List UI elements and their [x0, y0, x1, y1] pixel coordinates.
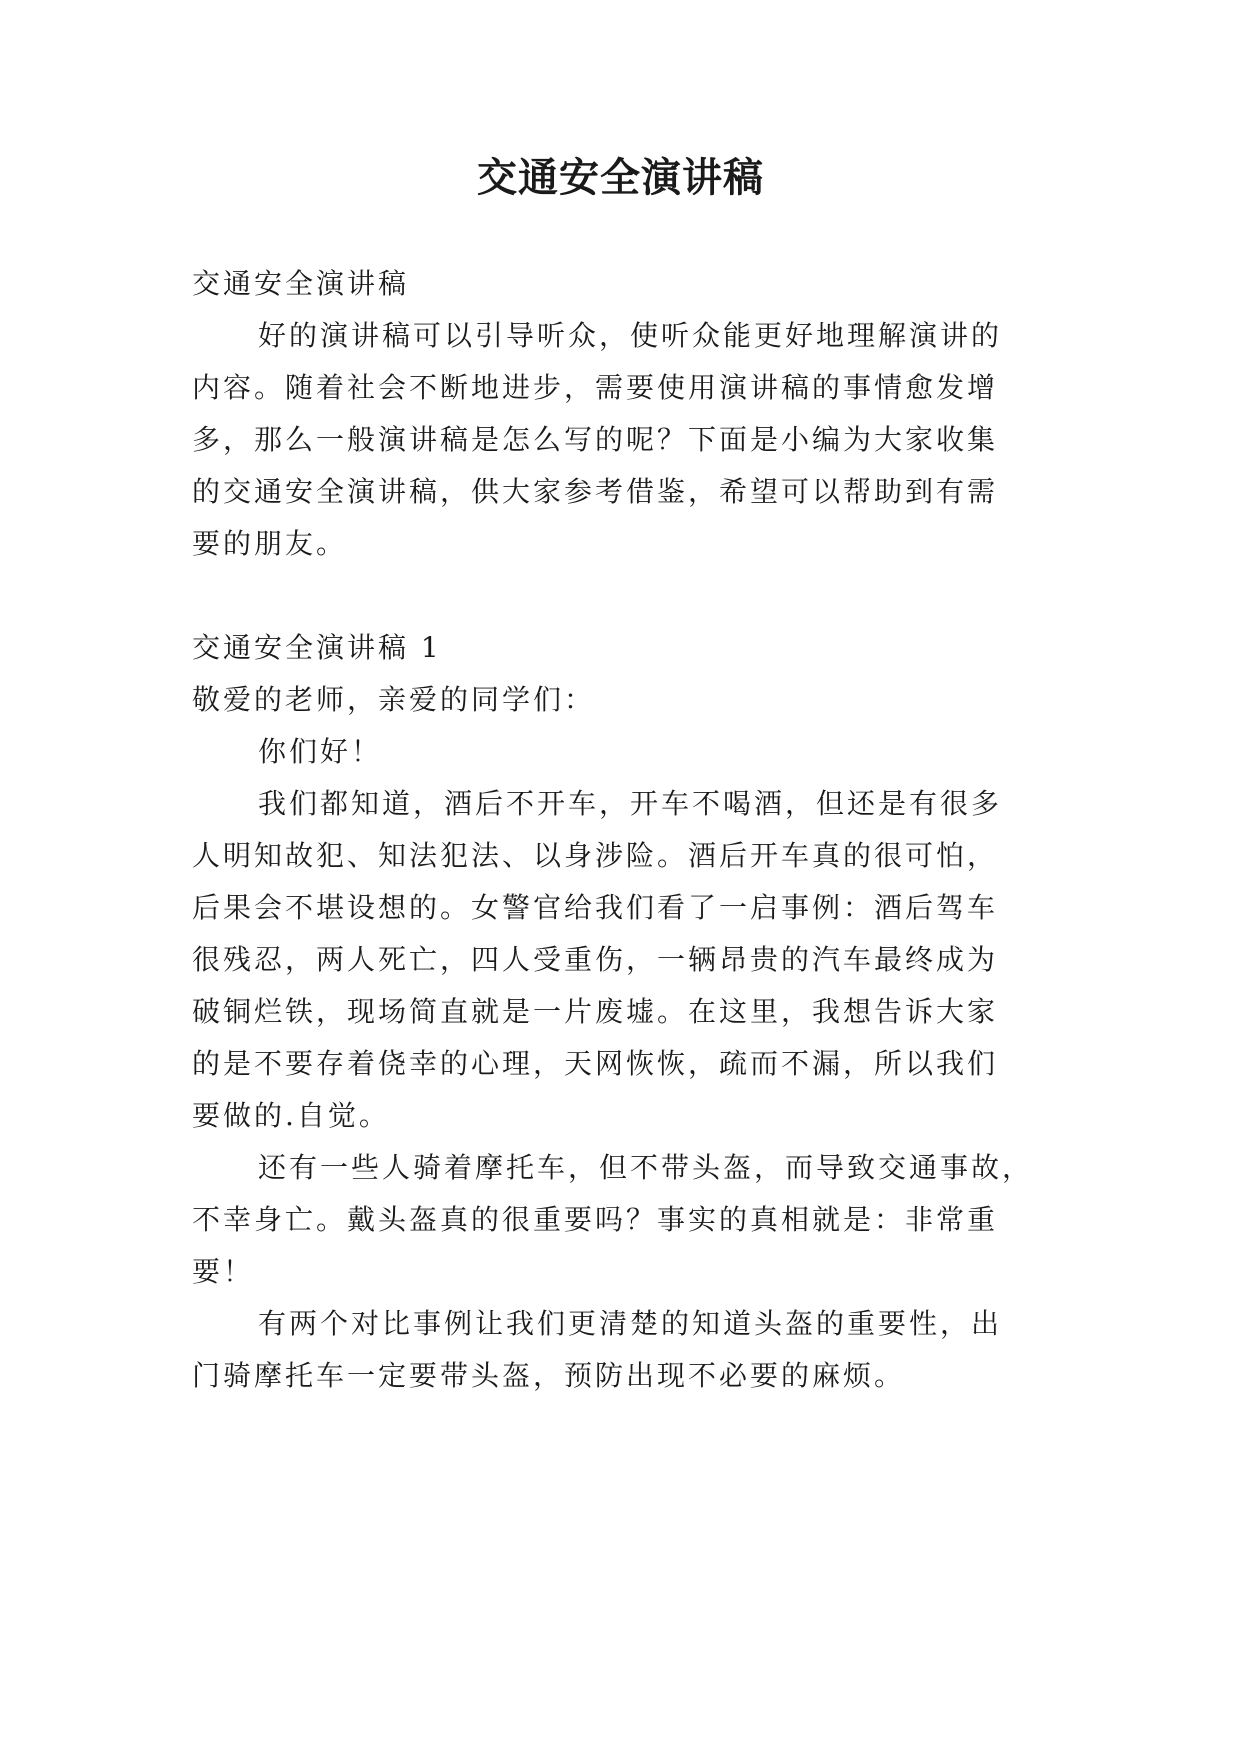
paragraph-line: 门骑摩托车一定要带头盔，预防出现不必要的麻烦。: [192, 1359, 906, 1392]
paragraph-line: 我们都知道，酒后不开车，开车不喝酒，但还是有很多: [258, 787, 1003, 820]
document-title: 交通安全演讲稿: [477, 154, 764, 201]
paragraph-line: 很残忍，两人死亡，四人受重伤，一辆昂贵的汽车最终成为: [192, 943, 999, 976]
paragraph-line: 破铜烂铁，现场简直就是一片废墟。在这里，我想告诉大家: [192, 995, 999, 1028]
paragraph-line: 人明知故犯、知法犯法、以身涉险。酒后开车真的很可怕，: [192, 839, 999, 872]
salutation-line: 敬爱的老师，亲爱的同学们：: [192, 683, 596, 716]
paragraph-line: 不幸身亡。戴头盔真的很重要吗？事实的真相就是：非常重: [192, 1203, 999, 1236]
paragraph-line: 内容。随着社会不断地进步，需要使用演讲稿的事情愈发增: [192, 371, 999, 404]
paragraph-line: 要的朋友。: [192, 527, 348, 560]
paragraph-line: 要！: [192, 1255, 255, 1288]
paragraph-line: 多，那么一般演讲稿是怎么写的呢？下面是小编为大家收集: [192, 423, 999, 456]
paragraph-line: 的是不要存着侥幸的心理，天网恢恢，疏而不漏，所以我们: [192, 1047, 999, 1080]
paragraph-line: 好的演讲稿可以引导听众，使听众能更好地理解演讲的: [258, 319, 1003, 352]
paragraph-line: 后果会不堪设想的。女警官给我们看了一启事例：酒后驾车: [192, 891, 999, 924]
greeting-line: 你们好！: [258, 735, 383, 768]
paragraph-line: 还有一些人骑着摩托车，但不带头盔，而导致交通事故，: [258, 1151, 1034, 1184]
paragraph-line: 有两个对比事例让我们更清楚的知道头盔的重要性，出: [258, 1307, 1003, 1340]
subtitle-line: 交通安全演讲稿: [192, 267, 410, 300]
paragraph-line: 的交通安全演讲稿，供大家参考借鉴，希望可以帮助到有需: [192, 475, 999, 508]
paragraph-line: 要做的.自觉。: [192, 1099, 390, 1132]
section-heading: 交通安全演讲稿 1: [192, 631, 442, 664]
